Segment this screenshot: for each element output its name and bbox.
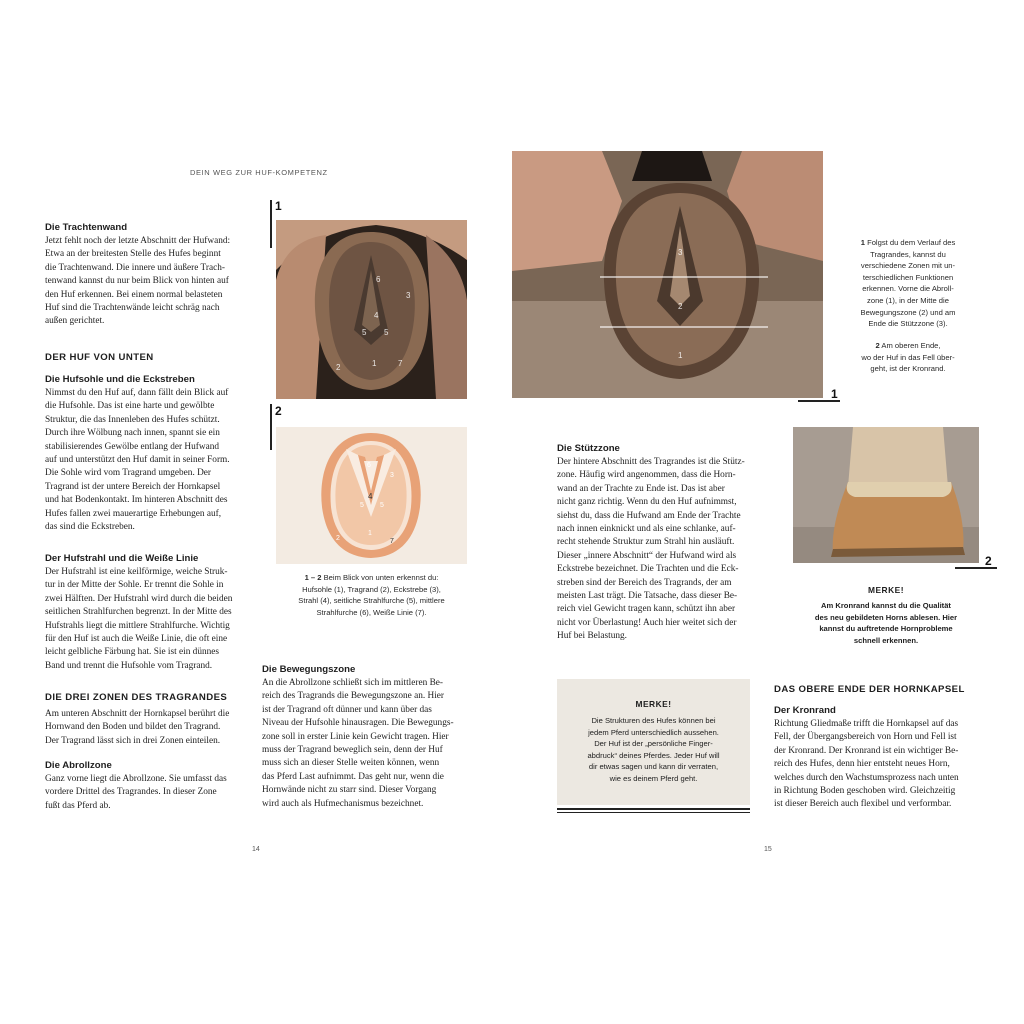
text-line: zone. Häufig wird angenommen, dass die Horn- (557, 470, 736, 481)
photo-zone-label: 2 (678, 302, 683, 311)
text-line: siehst du, dass die Hufwand am Ende der Trachte (557, 510, 741, 521)
text-line: nicht vor Überlastung! Auch hier weitet sich der (557, 617, 737, 628)
text-line: Fell, der Übergangsbereich von Horn und Fell ist (774, 732, 957, 743)
text-line: Der hintere Abschnitt des Tragrandes ist die Stütz- (557, 457, 745, 467)
text-line: Der Hufstrahl ist eine keilförmige, weiche Struk- (45, 567, 228, 577)
text-line: reich viel Gewicht tragen kann, schützt ihn aber (557, 604, 736, 615)
figure-number-2: 2 (275, 404, 282, 418)
text-line: das Pferd Last aufnimmt. Das geht nur, wenn die (262, 771, 444, 782)
fig2-label: 7 (390, 538, 394, 545)
caption-line (276, 572, 467, 584)
fig2-label: 1 (368, 530, 372, 537)
merke-title: MERKE! (867, 585, 905, 595)
hoof-sole-diagram (276, 427, 467, 564)
caption-number: 1 (860, 238, 865, 247)
text-line: vordere Drittel des Tragrandes. In dieser Zone (45, 787, 217, 798)
text-line: Huf bei Belastung. (557, 631, 627, 642)
heading-kronrand: Der Kronrand (774, 705, 836, 716)
text-line: der Kronrand. Der Kronrand ist ein wichtiger Be- (774, 745, 959, 756)
hoof-sole-image (276, 220, 467, 399)
text-line: Tragrand ist der untere Bereich der Hornkapsel (45, 481, 221, 492)
fig2-label: 2 (336, 535, 340, 542)
text-line: An die Abrollzone schließt sich im mittleren Be- (262, 678, 443, 688)
fig2-label: 6 (367, 462, 371, 469)
text-line: die Trachtenwand. Die innere und äußere Trach- (45, 262, 225, 273)
merke-underline (557, 808, 750, 810)
text-line: zwei Hälften. Der Hufstrahl wird durch die beiden (45, 593, 233, 604)
text-line: ist der Tragrand oft dünner und kann über das (262, 704, 432, 715)
photo-zone-label: 3 (678, 248, 683, 257)
text-line: das sind die Eckstreben. (45, 522, 135, 533)
heading-stuetzzone: Die Stützzone (557, 443, 620, 454)
caption-line: Tragrandes, kannst du (870, 249, 946, 259)
merke-line: Der Huf ist der „persönliche Finger- (594, 739, 713, 749)
paragraph-stuetzzone (557, 456, 762, 644)
paragraph-drei-zonen (45, 708, 255, 748)
text-kronrand (774, 705, 984, 812)
merke-line: schnell erkennen. (853, 635, 919, 645)
text-line: seitlichen Strahlfurchen begrenzt. In der Mitte des (45, 607, 232, 618)
text-line: Niveau der Hufsohle hinausragen. Die Bewegungs- (262, 718, 454, 729)
text-line: die Hufsohle. Das ist eine harte und gewölbte (45, 401, 215, 412)
hoof-zones-photo (512, 151, 823, 398)
caption-line: geht, ist der Kronrand. (870, 364, 946, 374)
hoof-sole-photo (276, 220, 467, 399)
heading-trachtenwand: Die Trachtenwand (45, 222, 128, 233)
merke-line: Am Kronrand kannst du die Qualität (821, 601, 951, 610)
text-line: Hufstrahls liegt die mittlere Strahlfurche. Wichtig (45, 620, 230, 631)
fig1-label: 5 (384, 328, 389, 337)
figure-number-2: 2 (985, 554, 992, 568)
text-line: tenwand kannst du nur beim Blick von hinten auf (45, 276, 229, 287)
fig1-label: 1 (372, 359, 377, 368)
text-line: nicht ganz richtig. Wenn du den Huf aufnimmst, (557, 497, 737, 508)
paragraph-hufsohle (45, 387, 255, 534)
text-line: Die Sohle wird vom Tragrand umgeben. Der (45, 468, 212, 479)
text-line: Jetzt fehlt noch der letzte Abschnitt der Hufwand: (45, 236, 231, 246)
figure-caption-right-1 (842, 237, 974, 330)
section-heading-huf-von-unten: DER HUF VON UNTEN (45, 352, 154, 363)
fig1-label: 7 (398, 359, 403, 368)
text-line: Dieser „innere Abschnitt“ der Hufwand wird als (557, 550, 737, 561)
text-line: welches durch den Wachstumsprozess nach unten (774, 772, 959, 783)
page-number-left: 14 (252, 846, 260, 853)
paragraph-abrollzone (45, 773, 255, 813)
text-line: nach innen einknickt und als eine schlanke, auf- (557, 524, 736, 535)
text-trachtenwand (45, 222, 255, 329)
text-line: Eckstrebe bezeichnet. Die Trachten und die Eck- (557, 564, 739, 575)
caption-line: zone (1), in der Mitte die (867, 295, 949, 305)
text-line: reich des Hufes, denn hier entsteht neues Horn, (774, 759, 950, 770)
figure-marker-line (270, 404, 272, 450)
heading-abrollzone: Die Abrollzone (45, 760, 112, 771)
figure-number-1: 1 (831, 387, 838, 401)
caption-line: Strahlfurche (6), Weiße Linie (7). (316, 607, 427, 617)
text-line: wird auch als Hufmechanismus bezeichnet. (262, 798, 424, 809)
coronet-photo (793, 427, 979, 563)
text-hufstrahl (45, 553, 255, 673)
text-line: Band und trennt die Hufsohle vom Tragrand. (45, 660, 213, 671)
fig1-label: 5 (362, 328, 367, 337)
merke-line: kannst du auftretende Hornprobleme (819, 624, 953, 634)
caption-line: Bewegungszone (2) und am (860, 307, 956, 317)
caption-text: Folgst du dem Verlauf des (867, 238, 956, 247)
fig1-label: 6 (376, 275, 381, 284)
paragraph-hufstrahl (45, 566, 255, 673)
paragraph-trachtenwand (45, 235, 255, 329)
text-hufsohle (45, 374, 255, 534)
text-line: fußt das Pferd ab. (45, 800, 111, 811)
text-line: Hornwand den Boden und bildet den Tragrand. (45, 722, 221, 733)
text-line: muss sich an dieser Stelle weiten können, wenn (262, 758, 440, 769)
text-line: und hat Bodenkontakt. Im hinteren Abschnitt des (45, 495, 228, 506)
merke-line: abdruck“ deines Pferdes. Jeder Huf will (587, 750, 720, 760)
coronet-image (793, 427, 979, 563)
text-line: recht stehende Struktur zum Strahl hin ausläuft. (557, 537, 735, 548)
caption-line (842, 237, 974, 249)
caption-line (842, 340, 974, 352)
merke-line: des neu gebildeten Horns ablesen. Hier (814, 612, 958, 622)
text-line: Durch ihre Wölbung nach innen, spannt sie ein (45, 428, 220, 439)
figure-caption-right-2 (842, 340, 974, 375)
caption-line: Ende die Stützzone (3). (868, 319, 948, 329)
fig2-label: 3 (390, 472, 394, 479)
text-line: muss der Tragrand beweglich sein, denn der Huf (262, 745, 443, 756)
caption-line: terschiedlichen Funktionen (862, 272, 954, 282)
caption-line: erkennen. Vorne die Abroll- (862, 284, 954, 294)
fig1-label: 4 (374, 311, 379, 320)
text-line: meisten Last trägt. Die Tatsache, dass dieser Be- (557, 591, 738, 602)
text-line: streben sind der Bereich des Tragrands, der am (557, 577, 732, 588)
text-line: stabilisierendes Gewölbe entlang der Hufwand (45, 441, 220, 452)
fig1-label: 2 (336, 363, 341, 372)
merke-title: MERKE! (635, 699, 672, 709)
merke-line: jedem Pferd unterschiedlich aussehen. (588, 727, 719, 737)
text-stuetzzone (557, 443, 762, 644)
caption-line: wo der Huf in das Fell über- (861, 352, 955, 362)
text-line: Hufes fallen zwei mauerartige Erhebungen auf, (45, 508, 222, 519)
section-heading-hornkapsel: DAS OBERE ENDE DER HORNKAPSEL (774, 684, 965, 695)
hoof-zones-image (512, 151, 823, 398)
text-abrollzone (45, 760, 255, 813)
caption-line: verschiedene Zonen mit un- (860, 261, 956, 271)
text-line: auf und unterstützt den Huf damit in seiner Form. (45, 455, 230, 466)
text-line: wand an der Trachte zu Ende ist. Das ist aber (557, 483, 725, 494)
caption-line: Strahl (4), seitliche Strahlfurche (5), mittlere (298, 596, 445, 606)
text-line: Am unteren Abschnitt der Hornkapsel berührt die (45, 709, 230, 719)
text-line: ist dieser Bereich auch flexibel und verformbar. (774, 799, 952, 810)
text-line: den Huf erkennen. Bei einem normal belasteten (45, 289, 223, 300)
fig2-label: 4 (368, 492, 373, 501)
fig2-label: 5 (380, 502, 384, 509)
text-line: tur in der Mitte der Sohle. Er trennt die Sohle in (45, 580, 224, 591)
page-number-right: 15 (764, 846, 772, 853)
figure-number-1: 1 (275, 199, 282, 213)
heading-hufstrahl: Der Hufstrahl und die Weiße Linie (45, 553, 199, 564)
section-heading-drei-zonen: DIE DREI ZONEN DES TRAGRANDES (45, 692, 228, 703)
text-line: Huf sind die Trachtenwände leicht schräg nach (45, 303, 220, 314)
text-line: Hornwände nicht zu starr sind. Dieser Vorgang (262, 785, 437, 796)
merke-line: dir etwas sagen und kann dir verraten, (588, 762, 719, 772)
text-line: Richtung Gliedmaße trifft die Hornkapsel auf das (774, 719, 959, 729)
merke-line: wie es deinem Pferd geht. (609, 773, 698, 783)
text-line: reich des Tragrands die Bewegungszone an. Hier (262, 691, 445, 702)
text-line: außen gerichtet. (45, 316, 105, 327)
text-line: in Richtung Boden geschoben wird. Gleichzeitig (774, 786, 956, 797)
text-line: für den Huf ist auch die Weiße Linie, die oft eine (45, 634, 228, 645)
paragraph-kronrand (774, 718, 984, 812)
paragraph-bewegungszone (262, 677, 472, 811)
caption-line: Hufsohle (1), Tragrand (2), Eckstrebe (3), (302, 584, 441, 594)
running-head: DEIN WEG ZUR HUF-KOMPETENZ (190, 168, 328, 177)
caption-number: 1 – 2 (304, 573, 322, 582)
heading-hufsohle: Die Hufsohle und die Eckstreben (45, 374, 195, 385)
caption-text: Beim Blick von unten erkennst du: (323, 573, 439, 582)
fig1-label: 3 (406, 291, 411, 300)
text-line: Struktur, die das Innenleben des Hufes schützt. (45, 414, 220, 425)
fig2-label: 5 (360, 502, 364, 509)
merke-note-right (793, 585, 979, 646)
text-line: Der Tragrand lässt sich in drei Zonen einteilen. (45, 735, 221, 746)
caption-number: 2 (875, 341, 880, 350)
figure-marker-line (270, 200, 272, 248)
text-line: zone soll in erster Linie kein Gewicht tragen. Hier (262, 731, 449, 742)
merke-line: Die Strukturen des Hufes können bei (591, 716, 716, 725)
text-line: leicht gelbliche Färbung hat. Sie ist ein dünnes (45, 647, 220, 658)
caption-text: Am oberen Ende, (881, 341, 941, 350)
text-line: Ganz vorne liegt die Abrollzone. Sie umfasst das (45, 774, 227, 784)
text-line: Etwa an der breitesten Stelle des Hufes beginnt (45, 249, 221, 260)
text-bewegungszone (262, 664, 472, 811)
text-line: Nimmst du den Huf auf, dann fällt dein Blick auf (45, 388, 229, 398)
merke-underline (557, 812, 750, 813)
hoof-diagram-svg (276, 427, 467, 564)
figure-caption-left (276, 572, 467, 618)
merke-box (557, 679, 750, 805)
heading-bewegungszone: Die Bewegungszone (262, 664, 356, 675)
photo-zone-label: 1 (678, 351, 683, 360)
